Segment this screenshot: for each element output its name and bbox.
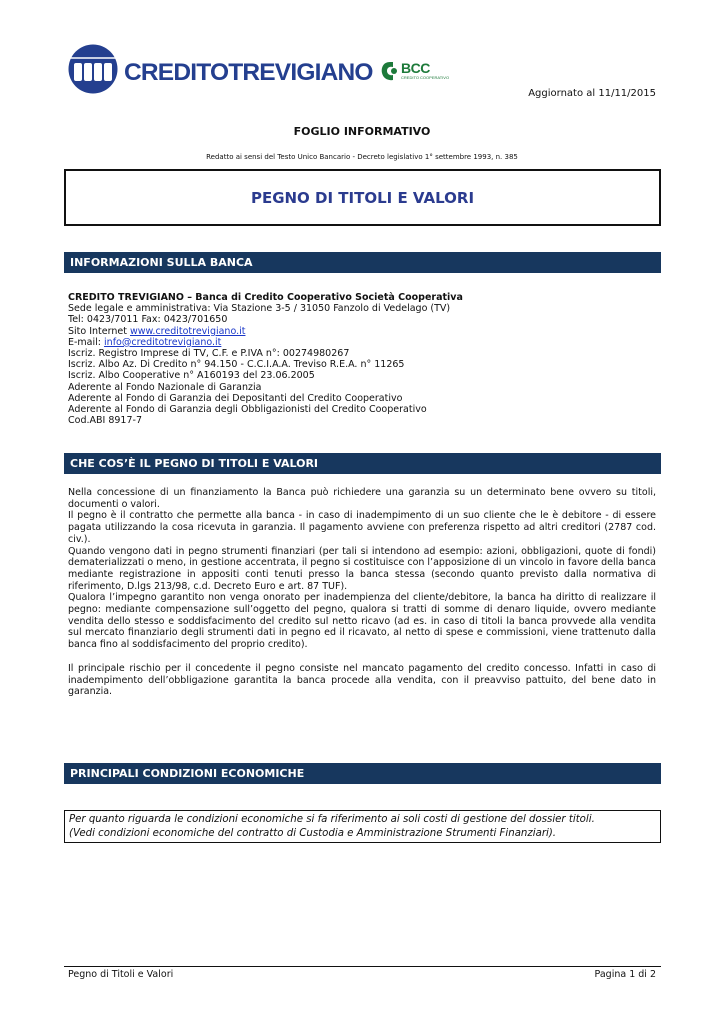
section-header-info-banca: INFORMAZIONI SULLA BANCA	[64, 252, 661, 273]
bank-site-row	[68, 326, 463, 337]
conditions-note-line: Per quanto riguarda le condizioni economiche si fa riferimento ai soli costi di gestione del dossier titoli.	[69, 814, 595, 825]
bcc-logo	[380, 60, 450, 84]
bank-info-line: Aderente al Fondo di Garanzia dei Depositanti del Credito Cooperativo	[68, 392, 403, 404]
section-header-condizioni: PRINCIPALI CONDIZIONI ECONOMICHE	[64, 763, 661, 784]
email-label: E-mail:	[68, 336, 101, 348]
credito-trevigiano-emblem-icon	[68, 44, 122, 94]
bcc-logo-text: BCC	[401, 60, 430, 76]
main-title-box	[64, 169, 661, 226]
site-link[interactable]: www.creditotrevigiano.it	[129, 325, 246, 337]
bank-email-row	[68, 337, 463, 348]
description-text: Qualora l’impegno garantito non venga onorato per inadempienza del cliente/debitore, la banca ha diritto di realizzare il pegno: mediante compensazione sull’oggetto del pegno, qualora si tratti di somme di denaro liquide, ovvero mediante vendita dello stesso e soddisfacimento del credito sul netto ricavo (ad es. in caso di titoli la banca provvede alla vendita sul mercato finanziario degli strumenti dati in pegno ed il ricavato, al netto di spese e commissioni, viene trattenuto dalla banca fino al soddisfacimento del proprio credito).	[68, 592, 656, 651]
description-paragraph-1	[68, 487, 656, 651]
bcc-logo-subtext: CREDITO COOPERATIVO	[401, 75, 450, 80]
bank-info-line: Iscriz. Registro Imprese di TV, C.F. e P.IVA n°: 00274980267	[68, 348, 350, 360]
update-date: Aggiornato al 11/11/2015	[528, 88, 656, 99]
description-text: Nella concessione di un finanziamento la Banca può richiedere una garanzia su un determinato bene ovvero su titoli, documenti o valori.	[68, 487, 656, 510]
bank-info-line: Aderente al Fondo di Garanzia degli Obbligazionisti del Credito Cooperativo	[68, 404, 427, 416]
section-header-cose: CHE COS’È IL PEGNO DI TITOLI E VALORI	[64, 453, 661, 474]
footer-page-number: Pagina 1 di 2	[594, 969, 656, 980]
document-subtitle: Redatto ai sensi del Testo Unico Bancario - Decreto legislativo 1° settembre 1993, n. 385	[206, 153, 518, 161]
site-label: Sito Internet	[68, 325, 127, 337]
bank-info	[68, 292, 463, 426]
footer-document-name: Pegno di Titoli e Valori	[68, 969, 174, 980]
description-text: Quando vengono dati in pegno strumenti finanziari (per tali si intendono ad esempio: azioni, obbligazioni, quote di fondi) dematerializzati o meno, in gestione accentrata, il pegno si costituisce con l’apposizione di un vincolo in favore della banca mediante registrazione in appositi conti tenuti presso la banca stessa (secondo quanto previsto dalla normativa di riferimento, D.lgs 213/98, c.d. Decreto Euro e art. 87 TUF).	[68, 545, 656, 592]
conditions-note-line: (Vedi condizioni economiche del contratto di Custodia e Amministrazione Strumenti Finanziari).	[69, 828, 557, 839]
conditions-note	[64, 810, 661, 843]
main-title: PEGNO DI TITOLI E VALORI	[250, 188, 475, 207]
email-link[interactable]: info@creditotrevigiano.it	[104, 336, 222, 348]
bank-info-line: Aderente al Fondo Nazionale di Garanzia	[68, 381, 262, 393]
footer-divider	[64, 966, 661, 967]
bank-info-line: Iscriz. Albo Cooperative n° A160193 del 23.06.2005	[68, 370, 315, 382]
bank-address: Sede legale e amministrativa: Via Stazione 3-5 / 31050 Fanzolo di Vedelago (TV)	[68, 303, 451, 315]
bank-info-line: Cod.ABI 8917-7	[68, 415, 142, 427]
logo-text: CREDITOTREVIGIANO	[124, 59, 373, 86]
bank-name: CREDITO TREVIGIANO – Banca di Credito Cooperativo Società Cooperativa	[68, 292, 463, 303]
bank-tel: Tel: 0423/7011 Fax: 0423/701650	[68, 314, 228, 326]
description-text: Il pegno è il contratto che permette alla banca - in caso di inadempimento di un suo cliente che le è debitore - di essere pagata utilizzando la cosa ricevuta in garanzia. Il pagamento avviene con preferenza rispetto ad altri creditori (2787 cod. civ.).	[68, 510, 656, 545]
bcc-emblem-icon	[380, 60, 400, 82]
credito-trevigiano-logo	[68, 44, 373, 94]
bank-info-line: Iscriz. Albo Az. Di Credito n° 94.150 - C.C.I.A.A. Treviso R.E.A. n° 11265	[68, 359, 405, 371]
document-title: FOGLIO INFORMATIVO	[293, 125, 431, 138]
description-paragraph-risk: Il principale rischio per il concedente il pegno consiste nel mancato pagamento del credito concesso. Infatti in caso di inadempimento dell’obbligazione garantita la banca procede alla vendita, con il preavviso pattuito, del bene dato in garanzia.	[68, 663, 656, 698]
